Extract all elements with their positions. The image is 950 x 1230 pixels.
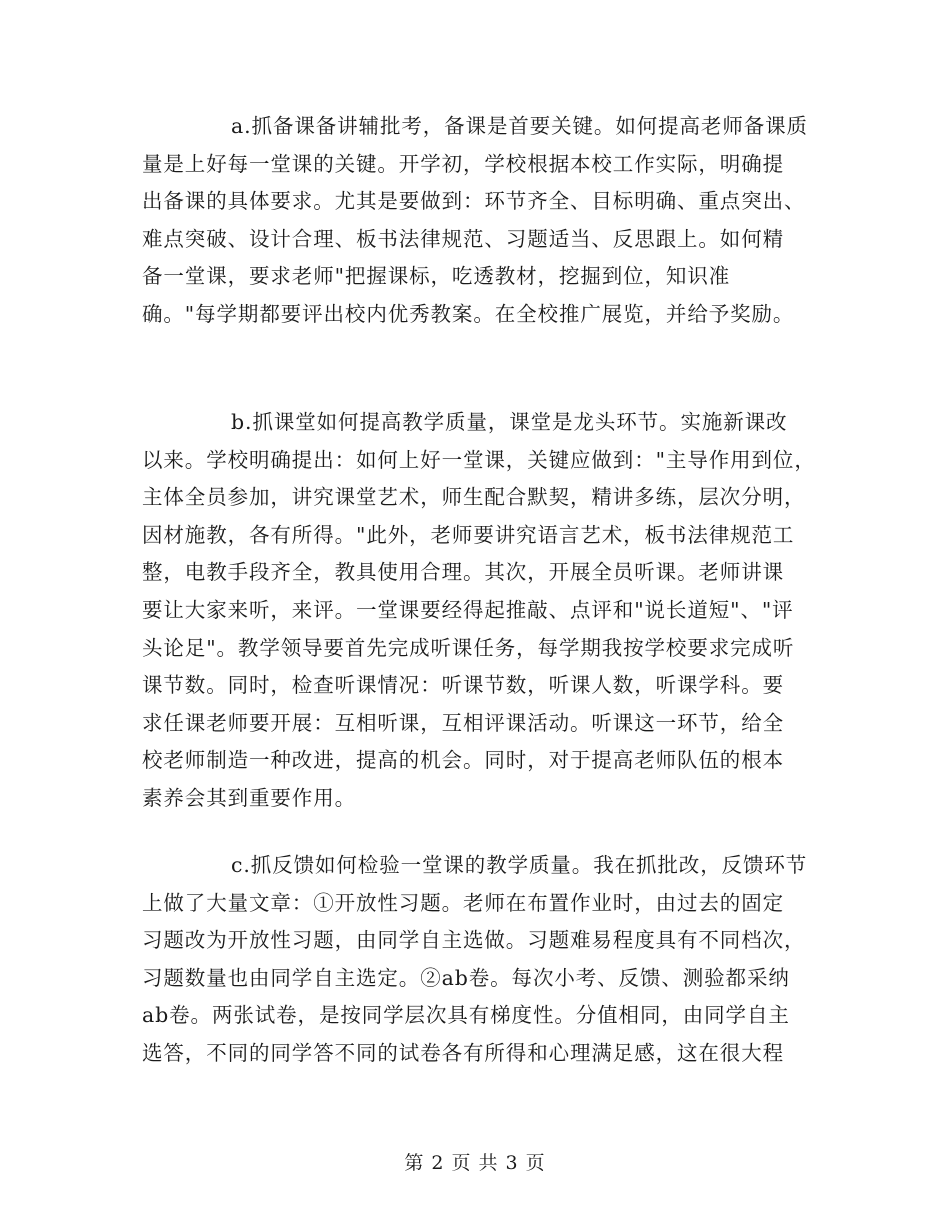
paragraph-line: ab卷。两张试卷，是按同学层次具有梯度性。分值相同，由同学自主 xyxy=(142,1003,790,1028)
paragraph-line: 难点突破、设计合理、板书法律规范、习题适当、反思跟上。如何精 xyxy=(142,226,784,251)
paragraph-line: 确。"每学期都要评出校内优秀教案。在全校推广展览，并给予奖励。 xyxy=(142,301,795,326)
paragraph-line: a.抓备课备讲辅批考，备课是首要关键。如何提高老师备课质 xyxy=(231,114,808,138)
page-number-footer: 第 2 页 共 3 页 xyxy=(404,1152,546,1174)
paragraph-line: 校老师制造一种改进，提高的机会。同时，对于提高老师队伍的根本 xyxy=(142,748,784,773)
paragraph-b xyxy=(142,404,816,818)
paragraph-line: 课节数。同时，检查听课情况：听课节数，听课人数，听课学科。要 xyxy=(142,673,784,698)
paragraph-line: 头论足"。教学领导要首先完成听课任务，每学期我按学校要求完成听 xyxy=(142,635,795,660)
paragraph-line: 以来。学校明确提出：如何上好一堂课，关键应做到："主导作用到位， xyxy=(142,447,816,472)
paragraph-line: c.抓反馈如何检验一堂课的教学质量。我在抓批改，反馈环节 xyxy=(231,853,808,877)
paragraph-line: 量是上好每一堂课的关键。开学初，学校根据本校工作实际，明确提 xyxy=(142,151,784,176)
paragraph-line: 主体全员参加，讲究课堂艺术，师生配合默契，精讲多练，层次分明， xyxy=(142,485,806,510)
paragraph-line: 备一堂课，要求老师"把握课标，吃透教材，挖掘到位，知识准 xyxy=(142,264,731,289)
paragraph-line: 整，电教手段齐全，教具使用合理。其次，开展全员听课。老师讲课 xyxy=(142,560,784,585)
paragraph-line: 出备课的具体要求。尤其是要做到：环节齐全、目标明确、重点突出、 xyxy=(142,189,806,214)
paragraph-c xyxy=(142,847,810,1073)
paragraph-line: 习题改为开放性习题，由同学自主选做。习题难易程度具有不同档次， xyxy=(142,928,806,953)
paragraph-line: 素养会其到重要作用。 xyxy=(142,785,356,810)
paragraph-line: 要让大家来听，来评。一堂课要经得起推敲、点评和"说长道短"、"评 xyxy=(142,597,794,622)
paragraph-a xyxy=(142,108,810,334)
paragraph-line: 习题数量也由同学自主选定。②ab卷。每次小考、反馈、测验都采纳 xyxy=(142,965,790,990)
paragraph-line: b.抓课堂如何提高教学质量，课堂是龙头环节。实施新课改 xyxy=(231,410,788,434)
paragraph-line: 选答，不同的同学答不同的试卷各有所得和心理满足感，这在很大程 xyxy=(142,1040,784,1065)
paragraph-line: 求任课老师要开展：互相听课，互相评课活动。听课这一环节，给全 xyxy=(142,710,784,735)
paragraph-line: 上做了大量文章：①开放性习题。老师在布置作业时，由过去的固定 xyxy=(142,890,784,915)
paragraph-line: 因材施教，各有所得。"此外，老师要讲究语言艺术，板书法律规范工 xyxy=(142,522,795,547)
